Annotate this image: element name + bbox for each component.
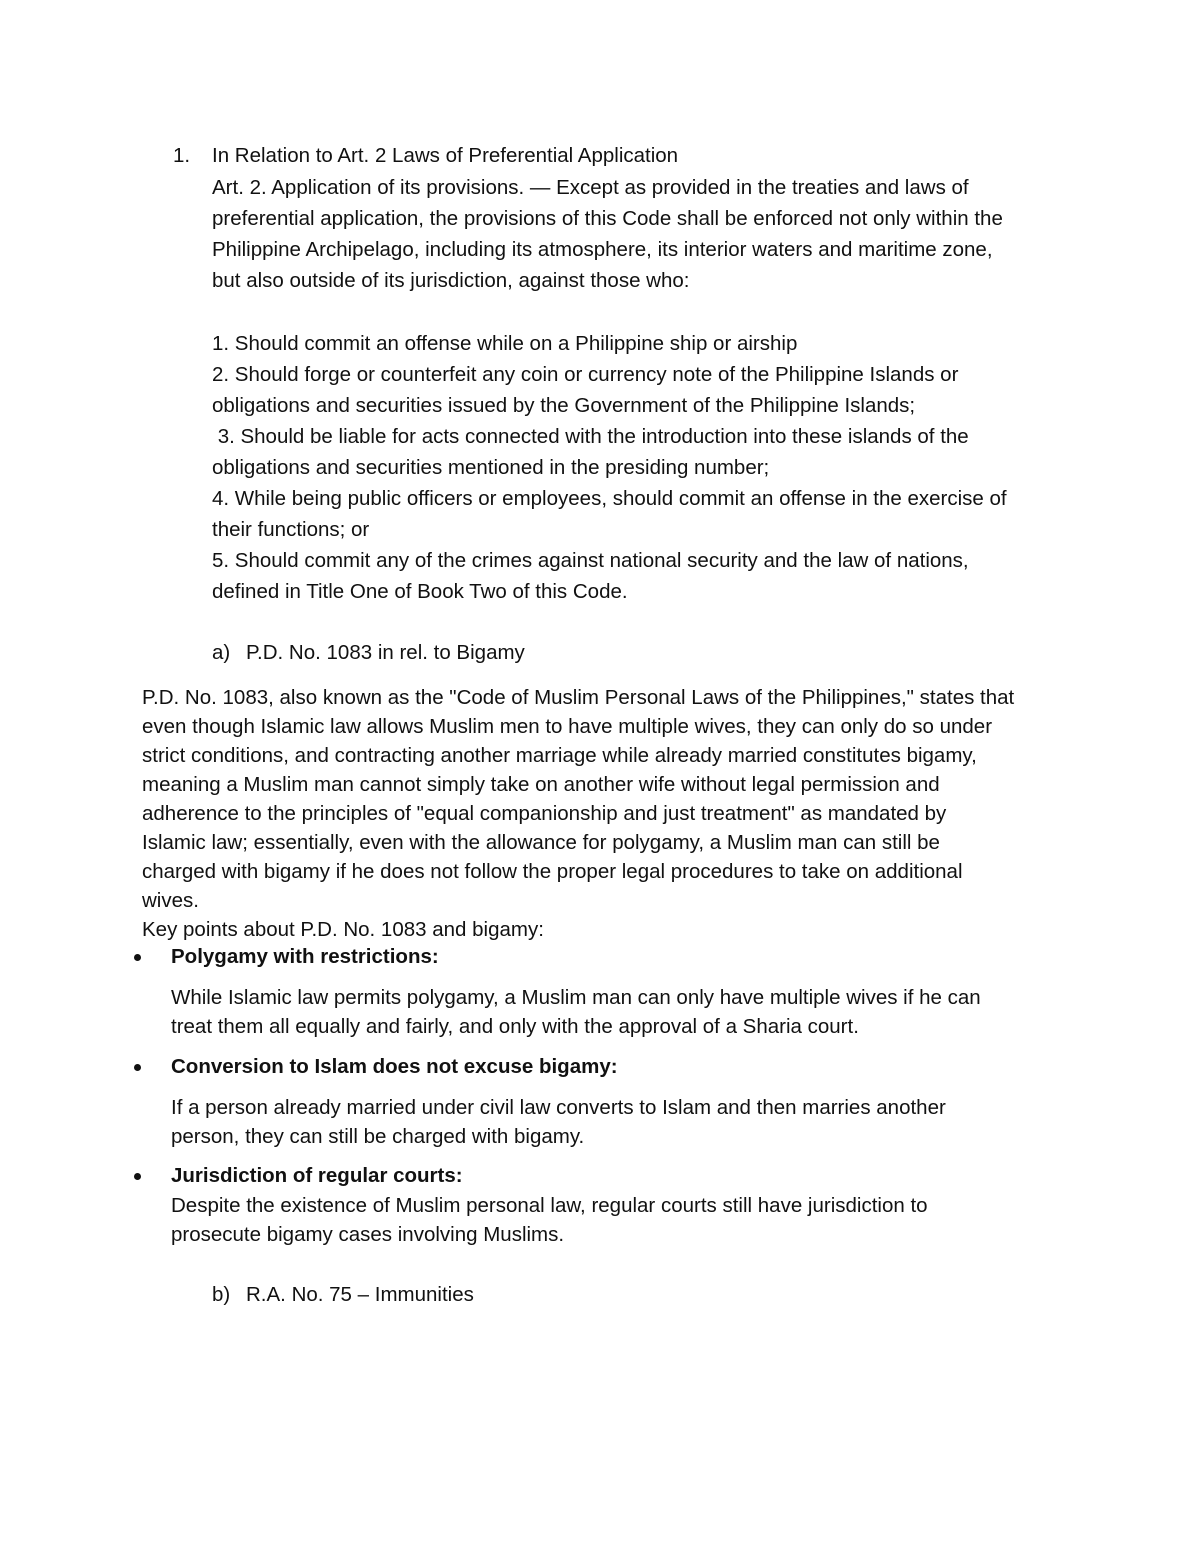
key-point-title: Jurisdiction of regular courts:	[171, 1164, 463, 1187]
paragraph-line: Islamic law; essentially, even with the allowance for polygamy, a Muslim man can still be	[142, 831, 940, 854]
paragraph-line: charged with bigamy if he does not follow the proper legal procedures to take on additional	[142, 860, 963, 883]
provision-line: defined in Title One of Book Two of this Code.	[212, 580, 628, 603]
paragraph-line: meaning a Muslim man cannot simply take on another wife without legal permission and	[142, 773, 940, 796]
provision-line: 5. Should commit any of the crimes against national security and the law of nations,	[212, 549, 969, 572]
paragraph-line: even though Islamic law allows Muslim men to have multiple wives, they can only do so under	[142, 715, 993, 738]
paragraph-line: strict conditions, and contracting another marriage while already married constitutes bigamy,	[142, 744, 977, 767]
subsection-b-title: R.A. No. 75 – Immunities	[246, 1283, 474, 1306]
key-point-line: If a person already married under civil law converts to Islam and then marries another	[171, 1096, 946, 1119]
subsection-a-letter: a)	[212, 641, 231, 664]
bullet-icon	[134, 1173, 141, 1180]
key-point-line: Despite the existence of Muslim personal law, regular courts still have jurisdiction to	[171, 1194, 928, 1217]
provision-list	[212, 328, 1007, 607]
paragraph-line: adherence to the principles of "equal companionship and just treatment" as mandated by	[142, 802, 947, 825]
subsection-b-letter: b)	[212, 1283, 231, 1306]
provision-line: 4. While being public officers or employees, should commit an offense in the exercise of	[212, 487, 1007, 510]
provision-line: 3. Should be liable for acts connected with the introduction into these islands of the	[212, 425, 969, 448]
article-text	[212, 172, 1003, 296]
key-point-title: Polygamy with restrictions:	[171, 945, 439, 968]
provision-line: 1. Should commit an offense while on a Philippine ship or airship	[212, 332, 798, 355]
key-point-line: prosecute bigamy cases involving Muslims.	[171, 1223, 565, 1246]
subsection-a-title: P.D. No. 1083 in rel. to Bigamy	[246, 641, 525, 664]
paragraph-line: Key points about P.D. No. 1083 and bigamy:	[142, 918, 544, 941]
article-line: Philippine Archipelago, including its atmosphere, its interior waters and maritime zone,	[212, 238, 993, 261]
key-point-line: While Islamic law permits polygamy, a Muslim man can only have multiple wives if he can	[171, 986, 981, 1009]
paragraph-line: P.D. No. 1083, also known as the "Code of Muslim Personal Laws of the Philippines," states that	[142, 686, 1015, 709]
key-point-body	[171, 983, 981, 1041]
bullet-icon	[134, 954, 141, 961]
key-point-line: treat them all equally and fairly, and only with the approval of a Sharia court.	[171, 1015, 859, 1038]
provision-line: obligations and securities mentioned in the presiding number;	[212, 456, 770, 479]
key-point-line: person, they can still be charged with bigamy.	[171, 1125, 585, 1148]
key-point-body	[171, 1093, 946, 1151]
section-number: 1.	[173, 144, 191, 167]
provision-line: obligations and securities issued by the Government of the Philippine Islands;	[212, 394, 916, 417]
key-point-body	[171, 1191, 928, 1249]
section-heading: In Relation to Art. 2 Laws of Preferential Application	[212, 144, 679, 167]
article-line: preferential application, the provisions of this Code shall be enforced not only within the	[212, 207, 1003, 230]
article-line: Art. 2. Application of its provisions. — Except as provided in the treaties and laws of	[212, 176, 969, 199]
bullet-icon	[134, 1064, 141, 1071]
paragraph-line: wives.	[142, 889, 199, 912]
key-point-title: Conversion to Islam does not excuse bigamy:	[171, 1055, 618, 1078]
provision-line: their functions; or	[212, 518, 370, 541]
article-line: but also outside of its jurisdiction, against those who:	[212, 269, 690, 292]
provision-line: 2. Should forge or counterfeit any coin or currency note of the Philippine Islands or	[212, 363, 959, 386]
pd-paragraph	[142, 683, 1014, 944]
